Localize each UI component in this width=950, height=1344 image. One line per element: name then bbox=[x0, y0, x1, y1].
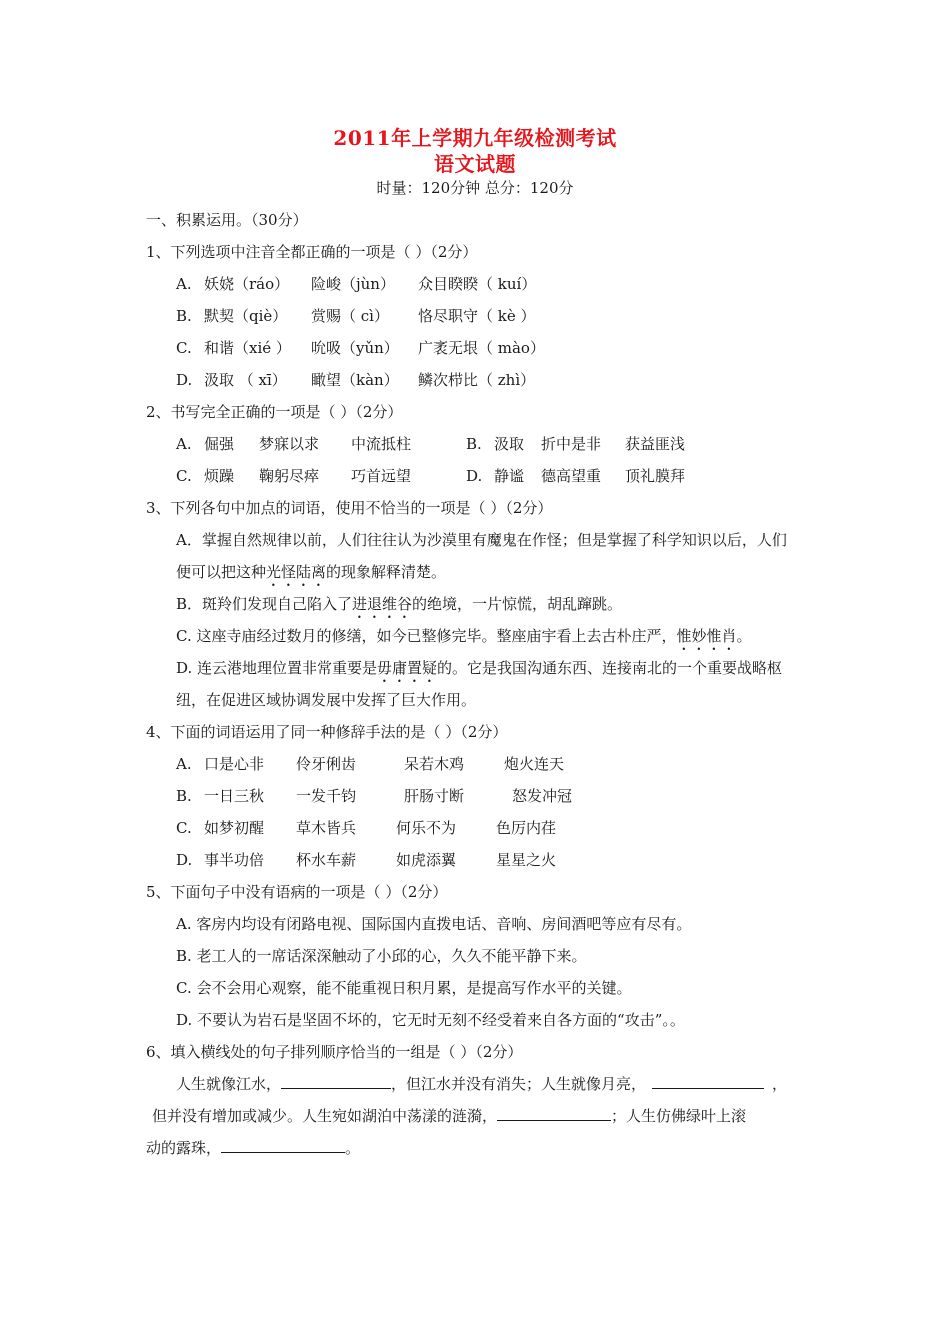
question-3-stem: 3、下列各句中加点的词语，使用不恰当的一项是（ ）（2分） bbox=[146, 499, 553, 517]
question-1-stem: 1、下列选项中注音全都正确的一项是（ ）（2分） bbox=[146, 243, 478, 261]
answer-blank-4[interactable] bbox=[221, 1138, 345, 1153]
question-6-passage-line-1: 人生就像江水， ，但江水并没有消失；人生就像月亮， ， bbox=[176, 1075, 788, 1093]
question-4-option-b: B. 一日三秋 一发千钧 肝肠寸断 怒发冲冠 bbox=[176, 787, 573, 805]
answer-blank-2[interactable] bbox=[652, 1074, 764, 1089]
question-1-option-a: A. 妖娆（ráo） 险峻（jùn） 众目睽睽（ kuí） bbox=[176, 275, 537, 293]
question-5-option-b: B. 老工人的一席话深深触动了小邱的心，久久不能平静下来。 bbox=[176, 947, 587, 965]
emphasized-phrase: 光怪陆离 bbox=[266, 563, 327, 581]
section-heading: 一、积累运用。（30分） bbox=[146, 211, 308, 229]
emphasized-phrase: 进退维谷 bbox=[352, 595, 413, 613]
question-1-option-d: D. 汲取 （ xī） 瞰望（kàn） 鳞次栉比（ zhì） bbox=[176, 371, 536, 389]
question-3-option-d-line-1: D. 连云港地理位置非常重要是毋庸置疑的。它是我国沟通东西、连接南北的一个重要战略枢 bbox=[176, 659, 783, 677]
question-6-passage-line-3: 动的露珠， 。 bbox=[146, 1139, 361, 1157]
question-3-option-b: B．斑羚们发现自己陷入了进退维谷的绝境，一片惊慌，胡乱蹿跳。 bbox=[176, 595, 623, 613]
question-1-option-c: C. 和谐（xié ） 吮吸（yǔn） 广袤无垠（ mào） bbox=[176, 339, 545, 357]
answer-blank-1[interactable] bbox=[281, 1074, 391, 1089]
question-6-stem: 6、填入横线处的句子排列顺序恰当的一组是（ ）（2分） bbox=[146, 1043, 523, 1061]
question-5-stem: 5、下面句子中没有语病的一项是（ ）（2分） bbox=[146, 883, 448, 901]
exam-time-score: 时量：120分钟 总分：120分 bbox=[376, 179, 574, 197]
question-5-option-d: D. 不要认为岩石是坚固不坏的，它无时无刻不经受着来自各方面的“攻击”。。 bbox=[176, 1011, 685, 1029]
question-5-option-c: C. 会不会用心观察，能不能重视日积月累，是提高写作水平的关键。 bbox=[176, 979, 632, 997]
question-3-option-c: C. 这座寺庙经过数月的修缮，如今已整修完毕。整座庙宇看上去古朴庄严，惟妙惟肖。 bbox=[176, 627, 752, 645]
exam-title: 2011年上学期九年级检测考试 bbox=[333, 126, 617, 150]
emphasized-phrase: 惟妙惟肖 bbox=[676, 627, 737, 645]
question-1-option-b: B. 默契（qiè） 赏赐（ cì） 恪尽职守（ kè ） bbox=[176, 307, 536, 325]
question-4-stem: 4、下面的词语运用了同一种修辞手法的是（ ）（2分） bbox=[146, 723, 508, 741]
question-3-option-a-line-1: A．掌握自然规律以前，人们往往认为沙漠里有魔鬼在作怪；但是掌握了科学知识以后，人们 bbox=[176, 531, 787, 549]
question-3-option-d-line-2: 纽，在促进区域协调发展中发挥了巨大作用。 bbox=[176, 691, 477, 709]
question-2-row-2: C. 烦躁 鞠躬尽瘁 巧首远望 D. 静谧 德高望重 顶礼膜拜 bbox=[176, 467, 686, 485]
answer-blank-3[interactable] bbox=[497, 1106, 611, 1121]
question-5-option-a: A. 客房内均设有闭路电视、国际国内直拨电话、音响、房间酒吧等应有尽有。 bbox=[176, 915, 692, 933]
question-2-stem: 2、书写完全正确的一项是（ ）（2分） bbox=[146, 403, 403, 421]
question-4-option-d: D. 事半功倍 杯水车薪 如虎添翼 星星之火 bbox=[176, 851, 557, 869]
question-6-passage-line-2: 但并没有增加或减少。人生宛如湖泊中荡漾的涟漪， ；人生仿佛绿叶上滚 bbox=[152, 1107, 747, 1125]
question-4-option-a: A. 口是心非 伶牙俐齿 呆若木鸡 炮火连天 bbox=[176, 755, 565, 773]
exam-subject: 语文试题 bbox=[434, 152, 516, 176]
question-4-option-c: C. 如梦初醒 草木皆兵 何乐不为 色厉内荏 bbox=[176, 819, 557, 837]
emphasized-phrase: 毋庸置疑 bbox=[377, 659, 438, 677]
question-2-row-1: A. 倔强 梦寐以求 中流抵柱 B. 汲取 折中是非 获益匪浅 bbox=[176, 435, 686, 453]
question-3-option-a-line-2: 便可以把这种光怪陆离的现象解释清楚。 bbox=[176, 563, 447, 581]
